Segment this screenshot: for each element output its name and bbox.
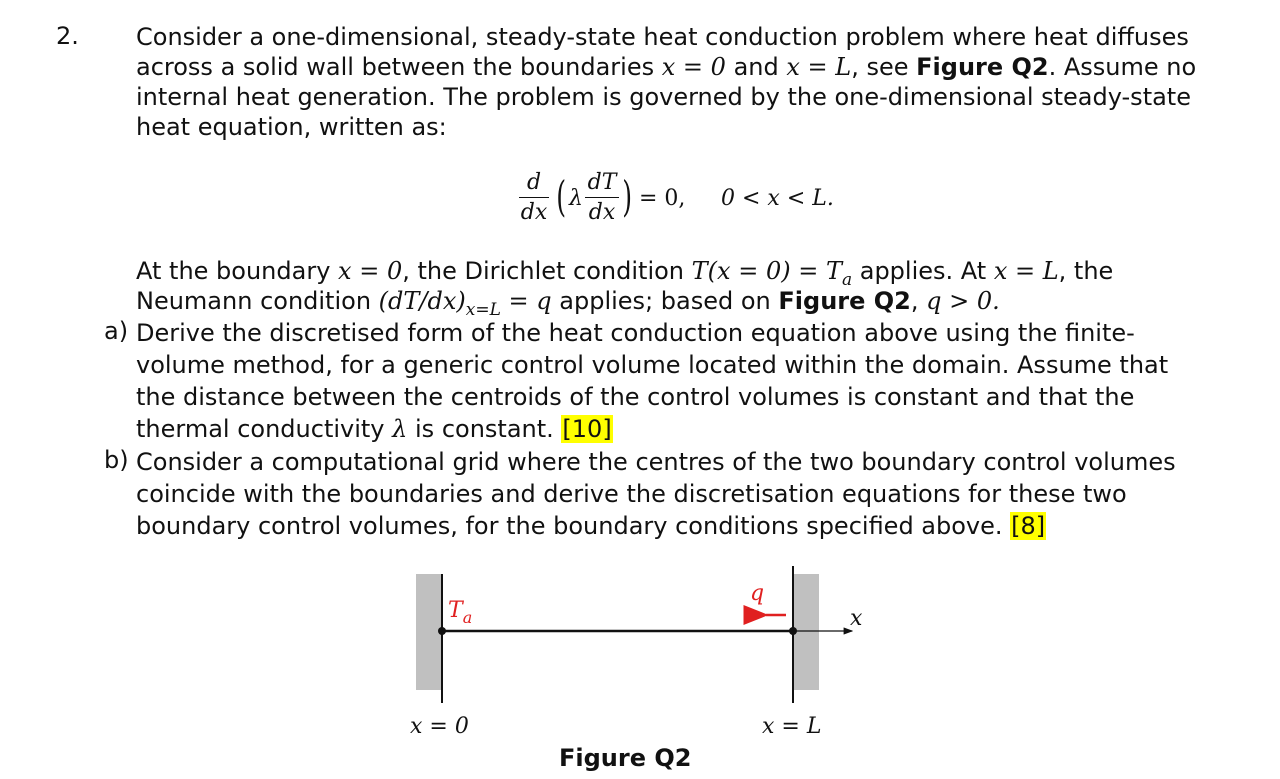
bc-line-2: Neumann condition $(dT/dx)_{x=L} = q$ applies; based on Figure Q2, q > 0.: [136, 287, 1000, 320]
right-node: [789, 627, 797, 635]
label-xL: x = L: [762, 714, 822, 739]
figure-caption: Figure Q2: [559, 744, 692, 772]
right-wall: [793, 574, 819, 690]
label-Ta: $T_a$: [448, 598, 473, 627]
part-b-text: Consider a computational grid where the centres of the two boundary control volumes coincide with the boundaries and derive the discretisation equations for these two boundary control volumes, for the boundary conditions specified above. [8]: [136, 448, 1176, 540]
marks-badge-a: [10]: [562, 415, 612, 443]
intro-line-3: internal heat generation. The problem is governed by the one-dimensional steady-state: [136, 83, 1191, 111]
figure-reference: Figure Q2: [916, 53, 1049, 81]
part-a-text: Derive the discretised form of the heat conduction equation above using the finite- volume method, for a generic control volume located within the domain. Assume that the distance between the centroids of the control volumes is constant and that the thermal conductivity λ is constant. [10]: [136, 319, 1169, 443]
question-number: 2.: [56, 22, 79, 50]
intro-line-2: across a solid wall between the boundaries x = 0 and x = L, see Figure Q2. Assume no: [136, 53, 1197, 81]
bc-line-1: At the boundary x = 0, the Dirichlet condition $T(x = 0) = T_a$ applies. At x = L, the: [136, 257, 1114, 290]
left-node: [438, 627, 446, 635]
figure-reference-2: Figure Q2: [778, 287, 911, 315]
label-x0: x = 0: [410, 714, 469, 739]
part-b-label: b): [104, 446, 129, 474]
label-x-axis: x: [850, 606, 863, 631]
part-a-label: a): [104, 317, 129, 345]
label-q: q: [750, 581, 765, 606]
intro-line-1: Consider a one-dimensional, steady-state heat conduction problem where heat diffuses: [136, 23, 1189, 51]
left-wall: [416, 574, 442, 690]
marks-badge-b: [8]: [1011, 512, 1046, 540]
intro-line-4: heat equation, written as:: [136, 113, 447, 141]
